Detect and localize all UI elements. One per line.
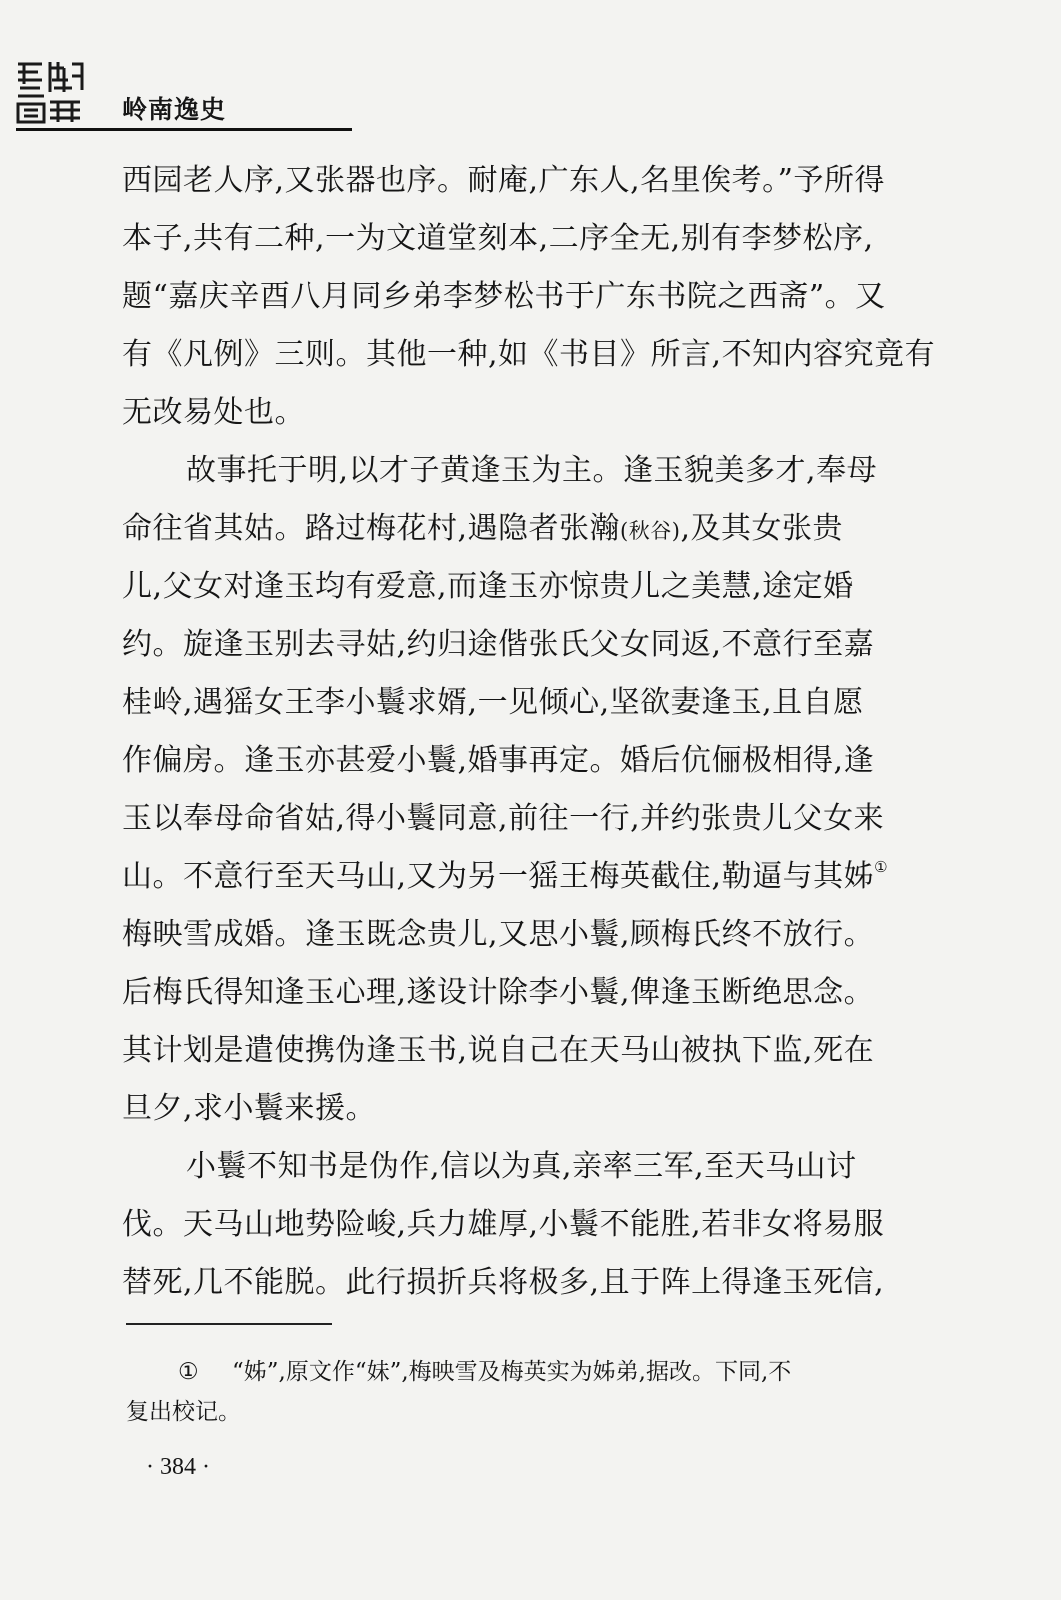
text-segment: ,及其女张贵	[680, 511, 843, 546]
text-line: 西园老人序,又张器也序。耐庵,广东人,名里俟考。”予所得	[122, 163, 885, 198]
text-segment: 山。不意行至天马山,又为另一猺王梅英截住,勒逼与其姊	[122, 859, 875, 894]
footnote	[126, 1352, 956, 1432]
text-line: 作偏房。逢玉亦甚爱小鬟,婚事再定。婚后伉俪极相得,逢	[122, 743, 875, 778]
text-line: 伐。天马山地势险峻,兵力雄厚,小鬟不能胜,若非女将易服	[122, 1207, 885, 1242]
running-header	[14, 52, 354, 134]
text-line: 无改易处也。	[122, 395, 305, 430]
text-line: 梅映雪成婚。逢玉既念贵儿,又思小鬟,顾梅氏终不放行。	[122, 917, 875, 952]
paragraph-start-line: 故事托于明,以才子黄逢玉为主。逢玉貌美多才,奉母	[186, 453, 878, 488]
footnote-text: “姊”,原文作“妹”,梅映雪及梅英实为姊弟,据改。下同,不	[232, 1359, 792, 1385]
footnote-marker: ①	[178, 1359, 199, 1385]
text-line: 替死,几不能脱。此行损折兵将极多,且于阵上得逢玉死信,	[122, 1265, 885, 1300]
text-line: 儿,父女对逢玉均有爱意,而逢玉亦惊贵儿之美慧,途定婚	[122, 569, 854, 604]
text-line: 其计划是遣使携伪逢玉书,说自己在天马山被执下监,死在	[122, 1033, 875, 1068]
text-line	[122, 500, 952, 558]
text-line: 题“嘉庆辛酉八月同乡弟李梦松书于广东书院之西斋”。又	[122, 279, 886, 314]
text-line: 约。旋逢玉别去寻姑,约归途偕张氏父女同返,不意行至嘉	[122, 627, 875, 662]
text-line: 后梅氏得知逢玉心理,遂设计除李小鬟,俾逢玉断绝思念。	[122, 975, 875, 1010]
text-line: 桂岭,遇猺女王李小鬟求婿,一见倾心,坚欲妻逢玉,且自愿	[122, 685, 864, 720]
text-line: 本子,共有二种,一为文道堂刻本,二序全无,别有李梦松序,	[122, 221, 874, 256]
inline-annotation: (秋谷)	[620, 519, 681, 543]
seal-stamp-icon	[14, 58, 86, 126]
text-segment: 命往省其姑。路过梅花村,遇隐者张瀚	[122, 511, 621, 546]
text-line: 玉以奉母命省姑,得小鬟同意,前往一行,并约张贵儿父女来	[122, 801, 885, 836]
body-text	[122, 152, 952, 1312]
paragraph-start-line: 小鬟不知书是伪作,信以为真,亲率三军,至天马山讨	[186, 1149, 857, 1184]
footnote-line	[126, 1352, 956, 1392]
book-title: 岭南逸史	[122, 95, 227, 124]
page-number: · 384 ·	[146, 1454, 210, 1480]
text-line	[122, 848, 952, 906]
footnote-line: 复出校记。	[126, 1399, 241, 1425]
text-line: 有《凡例》三则。其他一种,如《书目》所言,不知内容究竟有	[122, 337, 936, 372]
footnote-divider	[126, 1323, 332, 1325]
footnote-reference: ①	[874, 858, 889, 876]
header-rule	[16, 128, 352, 131]
text-line: 旦夕,求小鬟来援。	[122, 1091, 377, 1126]
